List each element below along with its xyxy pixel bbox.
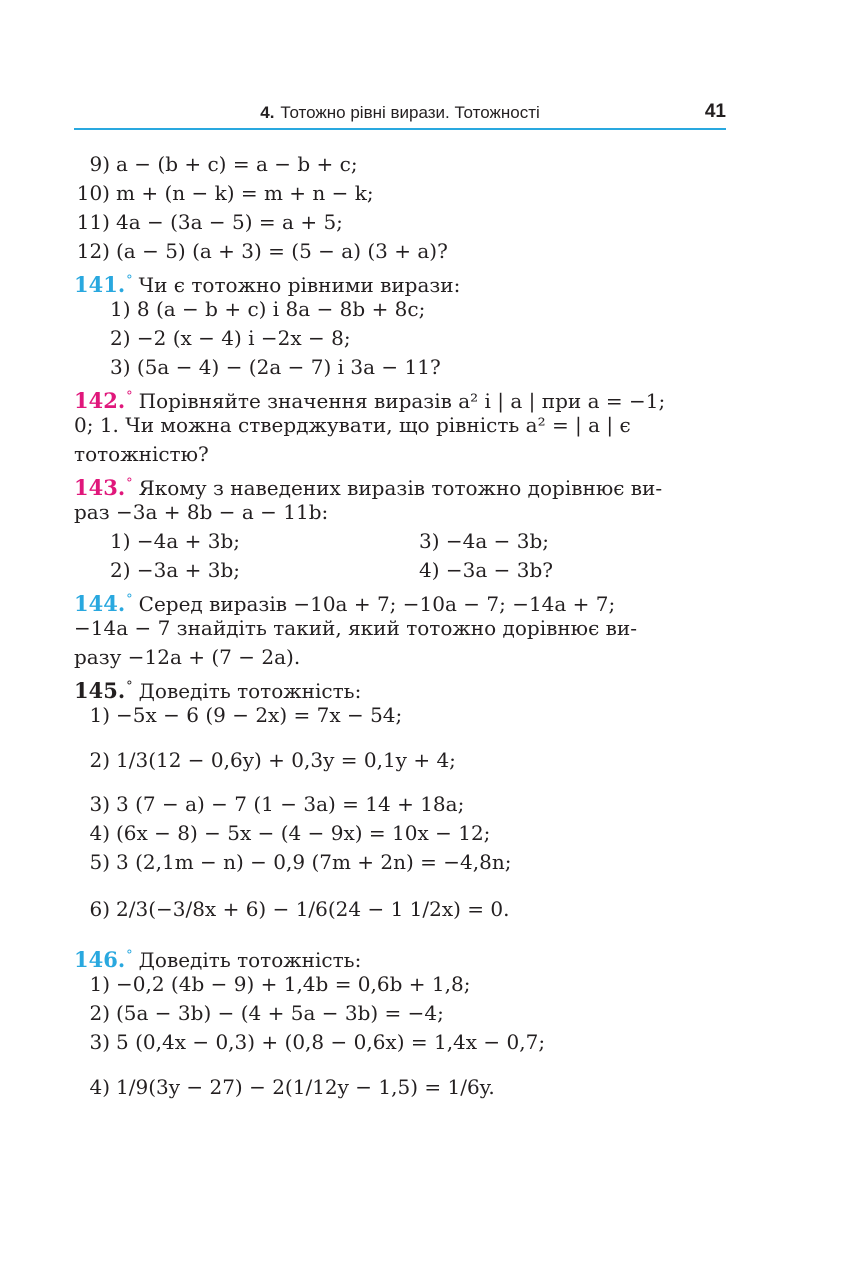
expression: 4a − (3a − 5) = a + 5;: [116, 210, 343, 234]
problem-143-options-row-1: [74, 527, 726, 556]
item-number: 3): [89, 1030, 110, 1054]
problem-146: [74, 941, 726, 970]
item-number: 9): [89, 152, 110, 176]
line-9: [74, 150, 726, 179]
problem-146-item-3: [74, 1028, 726, 1057]
problem-141: [74, 266, 726, 295]
problem-145-item-3: [74, 790, 726, 819]
section-title: [74, 103, 726, 123]
option-1: 1) −4a + 3b;: [110, 529, 241, 553]
problem-text-line-1: Серед виразів −10a + 7; −10a − 7; −14a + 7;: [138, 592, 616, 616]
expression: 3 (2,1m − n) − 0,9 (7m + 2n) = −4,8n;: [116, 850, 512, 874]
item-number: 4): [89, 821, 110, 845]
problem-text-line-1: Порівняйте значення виразів a² і | a | при a = −1;: [138, 389, 666, 413]
problem-144-line-2: −14a − 7 знайдіть такий, який тотожно дорівнює ви-: [74, 616, 637, 640]
expression: (a − 5) (a + 3) = (5 − a) (3 + a)?: [116, 239, 448, 263]
problem-number: 145.: [74, 678, 126, 703]
option-2: 2) −3a + 3b;: [110, 558, 241, 582]
item-number: 5): [89, 850, 110, 874]
page-number: 41: [704, 101, 726, 122]
problem-143-options-row-2: [74, 556, 726, 585]
expression: (6x − 8) − 5x − (4 − 9x) = 10x − 12;: [116, 821, 491, 845]
problem-141-item-3: 3) (5a − 4) − (2a − 7) і 3a − 11?: [110, 355, 441, 379]
expression: 2/3(−3/8x + 6) − 1/6(24 − 1 1/2x) = 0.: [116, 897, 510, 921]
expression: a − (b + c) = a − b + c;: [116, 152, 358, 176]
problem-text-line-1: Якому з наведених виразів тотожно дорівнює ви-: [138, 476, 663, 500]
problem-145-item-2: [74, 730, 726, 790]
problem-146-item-1: [74, 970, 726, 999]
problem-143: [74, 469, 726, 498]
problem-146-item-4: [74, 1057, 726, 1117]
item-number: 4): [89, 1075, 110, 1099]
section-number: 4.: [260, 103, 275, 122]
problem-number: 141.: [74, 272, 126, 297]
problem-number: 144.: [74, 591, 126, 616]
item-number: 12): [76, 239, 110, 263]
expression: −5x − 6 (9 − 2x) = 7x − 54;: [116, 703, 403, 727]
expression: (5a − 3b) − (4 + 5a − 3b) = −4;: [116, 1001, 444, 1025]
difficulty-marker: °: [126, 592, 133, 607]
expression: 1/9(3y − 27) − 2(1/12y − 1,5) = 1/6y.: [116, 1075, 495, 1099]
expression: −0,2 (4b − 9) + 1,4b = 0,6b + 1,8;: [116, 972, 471, 996]
problem-141-item-1: 1) 8 (a − b + c) і 8a − 8b + 8c;: [110, 297, 426, 321]
problem-142: [74, 382, 726, 411]
problem-145: [74, 672, 726, 701]
item-number: 6): [89, 897, 110, 921]
line-12: [74, 237, 726, 266]
problem-text: Чи є тотожно рівними вирази:: [138, 273, 461, 297]
problem-number: 142.: [74, 388, 126, 413]
problem-143-line-2: раз −3a + 8b − a − 11b:: [74, 500, 329, 524]
problem-145-item-5: [74, 848, 726, 877]
problem-number: 146.: [74, 947, 126, 972]
item-number: 2): [89, 748, 110, 772]
page-header: [74, 101, 726, 127]
difficulty-marker: °: [126, 273, 133, 288]
problem-145-item-4: [74, 819, 726, 848]
problem-142-line-2: 0; 1. Чи можна стверджувати, що рівність a² = | a | є: [74, 413, 631, 437]
problem-142-line-3: тотожністю?: [74, 442, 209, 466]
problem-141-item-2: 2) −2 (x − 4) і −2x − 8;: [110, 326, 351, 350]
expression: 1/3(12 − 0,6y) + 0,3y = 0,1y + 4;: [116, 748, 456, 772]
section-title-text: Тотожно рівні вирази. Тотожності: [280, 103, 540, 122]
problem-145-item-1: [74, 701, 726, 730]
item-number: 10): [76, 181, 110, 205]
item-number: 2): [89, 1001, 110, 1025]
problem-text: Доведіть тотожність:: [138, 948, 362, 972]
line-10: [74, 179, 726, 208]
item-number: 1): [89, 972, 110, 996]
difficulty-marker: °: [126, 948, 133, 963]
item-number: 1): [89, 703, 110, 727]
page-content: [74, 150, 726, 1117]
option-4: 4) −3a − 3b?: [419, 558, 554, 582]
problem-146-item-2: [74, 999, 726, 1028]
item-number: 3): [89, 792, 110, 816]
problem-145-item-6: [74, 877, 726, 941]
difficulty-marker: °: [126, 476, 133, 491]
problem-144: [74, 585, 726, 614]
problem-144-line-3: разу −12a + (7 − 2a).: [74, 645, 301, 669]
line-11: [74, 208, 726, 237]
item-number: 11): [76, 210, 110, 234]
option-3: 3) −4a − 3b;: [419, 529, 550, 553]
difficulty-marker: °: [126, 389, 133, 404]
expression: 5 (0,4x − 0,3) + (0,8 − 0,6x) = 1,4x − 0,7;: [116, 1030, 546, 1054]
problem-text: Доведіть тотожність:: [138, 679, 362, 703]
problem-number: 143.: [74, 475, 126, 500]
difficulty-marker: °: [126, 679, 133, 694]
expression: m + (n − k) = m + n − k;: [116, 181, 374, 205]
expression: 3 (7 − a) − 7 (1 − 3a) = 14 + 18a;: [116, 792, 465, 816]
header-rule: [74, 128, 726, 130]
